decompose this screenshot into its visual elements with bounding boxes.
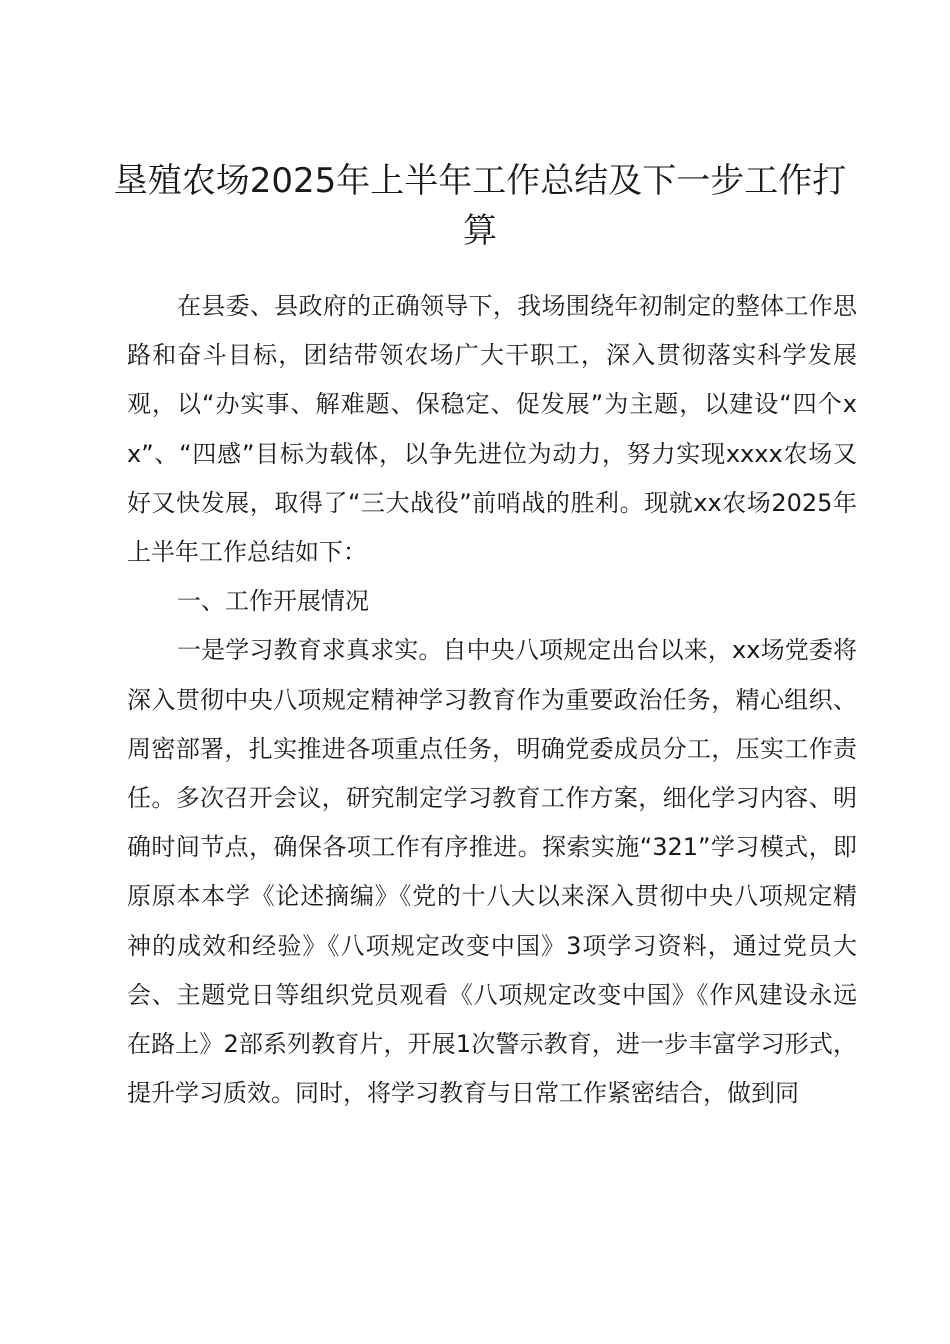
document-body [127,282,857,1118]
document-title: 垦殖农场2025年上半年工作总结及下一步工作打算 [113,161,847,251]
section-heading-work-progress: 一、工作开展情况 [177,587,369,616]
paragraph-intro: 在县委、县政府的正确领导下，我场围绕年初制定的整体工作思路和奋斗目标，团结带领农场广大干职工，深入贯彻落实科学发展观，以“办实事、解难题、保稳定、促发展”为主题，以建设“四个xx”、“四感”目标为载体，以争先进位为动力，努力实现xxxx农场又好又快发展，取得了“三大战役”前哨战的胜利。现就xx农场2025年上半年工作总结如下： [127,292,857,567]
paragraph-study-education: 一是学习教育求真求实。自中央八项规定出台以来，xx场党委将深入贯彻中央八项规定精神学习教育作为重要政治任务，精心组织、周密部署，扎实推进各项重点任务，明确党委成员分工，压实工作责任。多次召开会议，研究制定学习教育工作方案，细化学习内容、明确时间节点，确保各项工作有序推进。探索实施“321”学习模式，即原原本本学《论述摘编》《党的十八大以来深入贯彻中央八项规定精神的成效和经验》《八项规定改变中国》3项学习资料，通过党员大会、主题党日等组织党员观看《八项规定改变中国》《作风建设永远在路上》2部系列教育片，开展1次警示教育，进一步丰富学习形式，提升学习质效。同时，将学习教育与日常工作紧密结合，做到同 [127,636,857,1108]
